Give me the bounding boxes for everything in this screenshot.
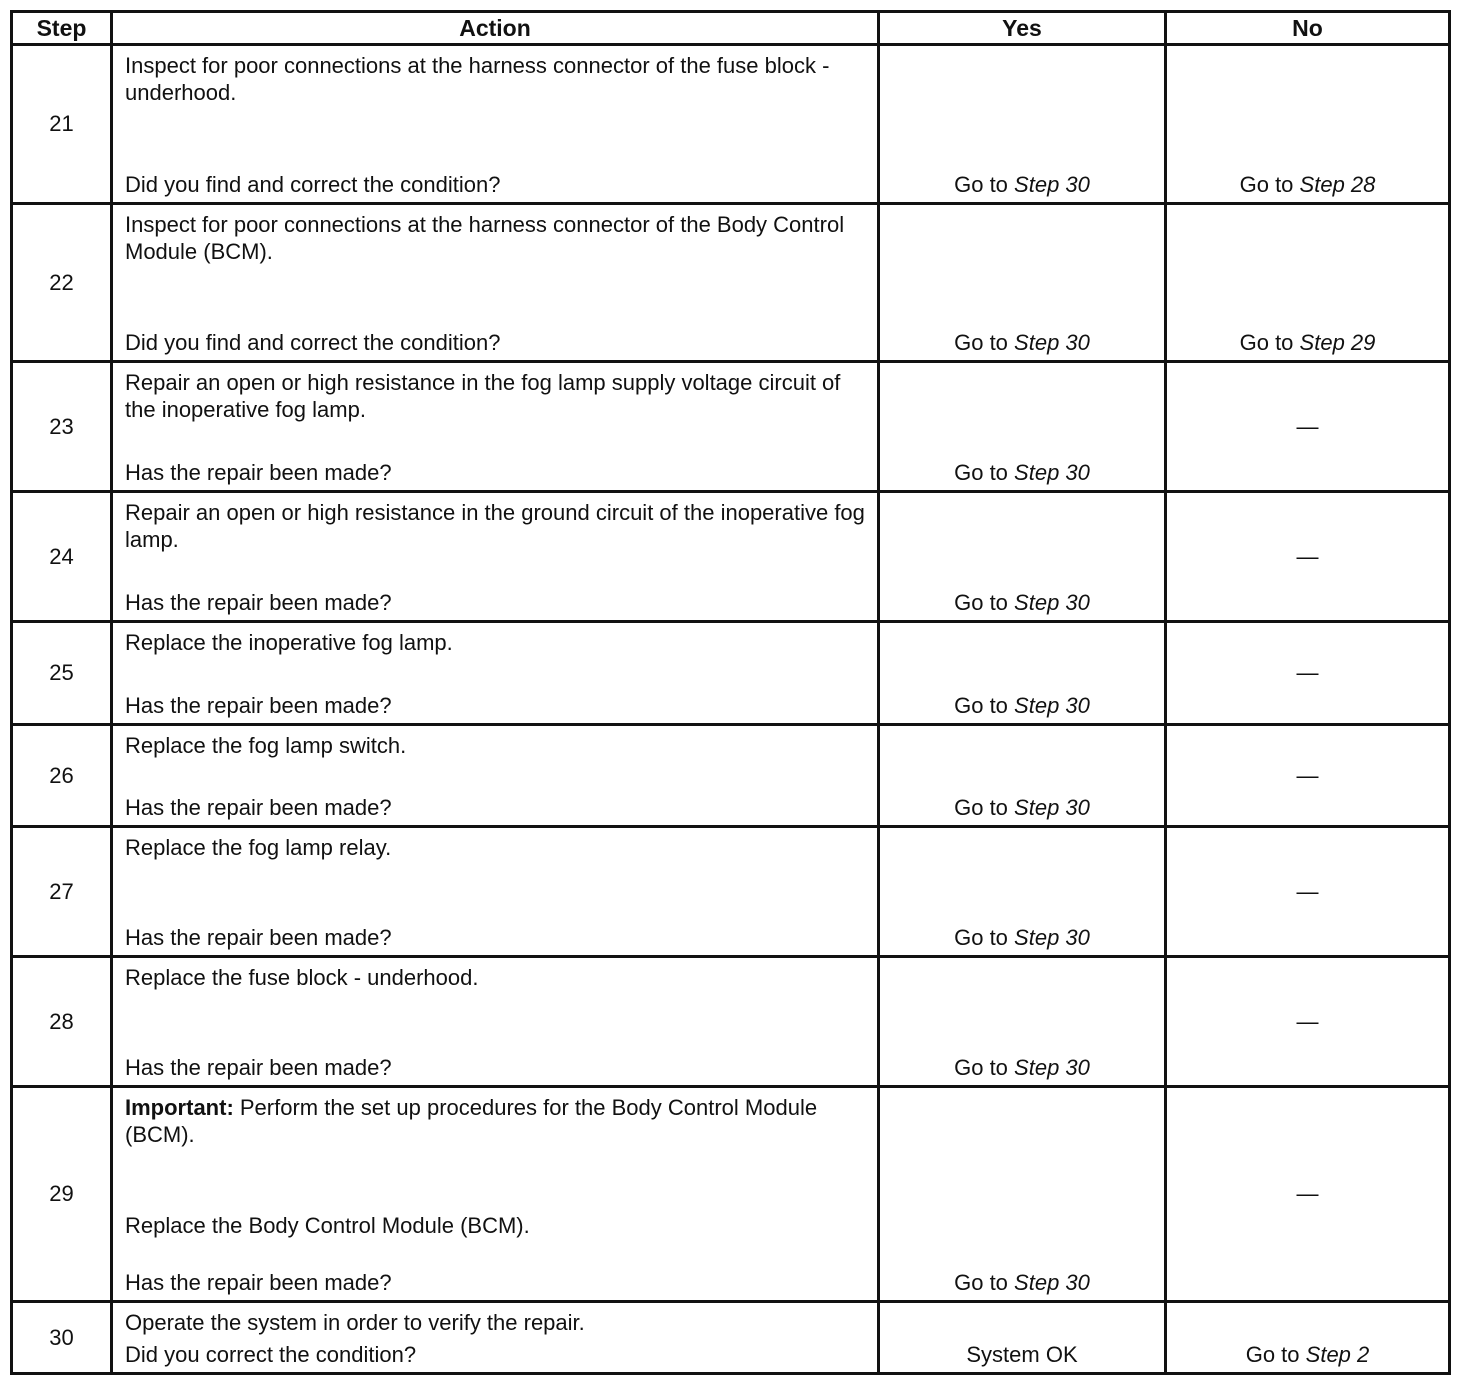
go-to-label: Go to	[1239, 172, 1294, 197]
header-yes: Yes	[879, 12, 1166, 45]
no-step-ref: Step 29	[1299, 330, 1376, 355]
step-number: 24	[12, 492, 112, 622]
table-row	[12, 957, 1450, 1087]
action-text: Repair an open or high resistance in the ground circuit of the inoperative fog lamp.	[125, 500, 865, 552]
no-dash: —	[1296, 878, 1319, 904]
yes-cell	[879, 622, 1166, 725]
no-cell	[1166, 204, 1450, 362]
yes-step-ref: Step 30	[1014, 1055, 1090, 1080]
step-number: 29	[12, 1087, 112, 1302]
no-step-ref: Step 2	[1305, 1342, 1370, 1367]
yes-cell	[879, 204, 1166, 362]
go-to-label: Go to	[954, 460, 1008, 485]
no-dash: —	[1296, 762, 1319, 788]
no-dash: —	[1296, 1008, 1319, 1034]
table-row	[12, 204, 1450, 362]
yes-cell	[879, 957, 1166, 1087]
action-cell	[112, 725, 879, 827]
action-text: Replace the fog lamp switch.	[125, 733, 407, 758]
go-to-label: Go to	[954, 1055, 1008, 1080]
go-to-label: Go to	[954, 925, 1008, 950]
no-cell	[1166, 622, 1450, 725]
action-cell	[112, 204, 879, 362]
yes-step-ref: Step 30	[1014, 795, 1090, 820]
header-action: Action	[112, 12, 879, 45]
yes-step-ref: Step 30	[1014, 460, 1090, 485]
action-question: Has the repair been made?	[125, 795, 392, 820]
diagnostic-table	[10, 10, 1451, 1375]
table-row	[12, 1087, 1450, 1302]
action-cell	[112, 45, 879, 204]
go-to-label: Go to	[954, 590, 1008, 615]
action-cell	[112, 827, 879, 957]
no-cell	[1166, 827, 1450, 957]
action-question: Did you find and correct the condition?	[125, 330, 501, 355]
yes-cell	[879, 362, 1166, 492]
action-question: Has the repair been made?	[125, 1055, 392, 1080]
yes-step-ref: Step 30	[1014, 1270, 1090, 1295]
no-cell	[1166, 1087, 1450, 1302]
action-question: Has the repair been made?	[125, 590, 392, 615]
yes-step-ref: Step 30	[1014, 172, 1090, 197]
important-text: Perform the set up procedures for the Body Control Module (BCM).	[125, 1095, 818, 1147]
go-to-label: Go to	[1245, 1342, 1300, 1367]
step-number: 23	[12, 362, 112, 492]
action-text: Inspect for poor connections at the harness connector of the fuse block - underhood.	[125, 53, 830, 105]
go-to-label: Go to	[954, 330, 1008, 355]
yes-step-ref: Step 30	[1014, 925, 1090, 950]
yes-step-ref: Step 30	[1014, 330, 1090, 355]
yes-step-ref: Step 30	[1014, 693, 1090, 718]
no-dash: —	[1296, 413, 1319, 439]
action-text: Replace the fog lamp relay.	[125, 835, 392, 860]
yes-cell	[879, 827, 1166, 957]
table-row	[12, 622, 1450, 725]
go-to-label: Go to	[1239, 330, 1294, 355]
no-dash: —	[1296, 543, 1319, 569]
yes-cell	[879, 725, 1166, 827]
action-question: Did you find and correct the condition?	[125, 172, 501, 197]
action-text: Replace the inoperative fog lamp.	[125, 630, 453, 655]
no-cell	[1166, 362, 1450, 492]
action-cell	[112, 1302, 879, 1374]
step-number: 22	[12, 204, 112, 362]
table-row	[12, 45, 1450, 204]
action-cell	[112, 492, 879, 622]
action-question: Has the repair been made?	[125, 460, 392, 485]
step-number: 21	[12, 45, 112, 204]
action-text: Replace the Body Control Module (BCM).	[125, 1213, 530, 1238]
header-step: Step	[12, 12, 112, 45]
table-row	[12, 362, 1450, 492]
step-number: 26	[12, 725, 112, 827]
action-question: Has the repair been made?	[125, 693, 392, 718]
action-question: Did you correct the condition?	[125, 1342, 417, 1367]
no-dash: —	[1296, 660, 1319, 685]
action-text: Replace the fuse block - underhood.	[125, 965, 479, 990]
step-number: 25	[12, 622, 112, 725]
action-text: Inspect for poor connections at the harness connector of the Body Control Module (BCM).	[125, 212, 845, 264]
step-number: 30	[12, 1302, 112, 1374]
yes-step-ref: Step 30	[1014, 590, 1090, 615]
go-to-label: Go to	[954, 795, 1008, 820]
system-ok-text: System OK	[966, 1342, 1078, 1367]
no-step-ref: Step 28	[1299, 172, 1376, 197]
no-dash: —	[1296, 1181, 1319, 1206]
table-row	[12, 492, 1450, 622]
action-cell	[112, 1087, 879, 1302]
step-number: 27	[12, 827, 112, 957]
important-label: Important:	[125, 1095, 234, 1120]
header-row	[12, 12, 1450, 45]
go-to-label: Go to	[954, 172, 1008, 197]
action-text: Repair an open or high resistance in the fog lamp supply voltage circuit of the inoperative fog lamp.	[125, 370, 841, 422]
yes-cell	[879, 1302, 1166, 1374]
table-row	[12, 725, 1450, 827]
no-cell	[1166, 957, 1450, 1087]
header-no: No	[1166, 12, 1450, 45]
step-number: 28	[12, 957, 112, 1087]
no-cell	[1166, 45, 1450, 204]
action-cell	[112, 622, 879, 725]
go-to-label: Go to	[954, 1270, 1008, 1295]
no-cell	[1166, 492, 1450, 622]
action-question: Has the repair been made?	[125, 925, 392, 950]
table-row	[12, 1302, 1450, 1374]
action-question: Has the repair been made?	[125, 1270, 392, 1295]
yes-cell	[879, 492, 1166, 622]
action-cell	[112, 362, 879, 492]
table-row	[12, 827, 1450, 957]
no-cell	[1166, 725, 1450, 827]
action-cell	[112, 957, 879, 1087]
no-cell	[1166, 1302, 1450, 1374]
action-text: Operate the system in order to verify the repair.	[125, 1310, 585, 1335]
yes-cell	[879, 1087, 1166, 1302]
important-note	[125, 1094, 867, 1148]
go-to-label: Go to	[954, 693, 1008, 718]
yes-cell	[879, 45, 1166, 204]
